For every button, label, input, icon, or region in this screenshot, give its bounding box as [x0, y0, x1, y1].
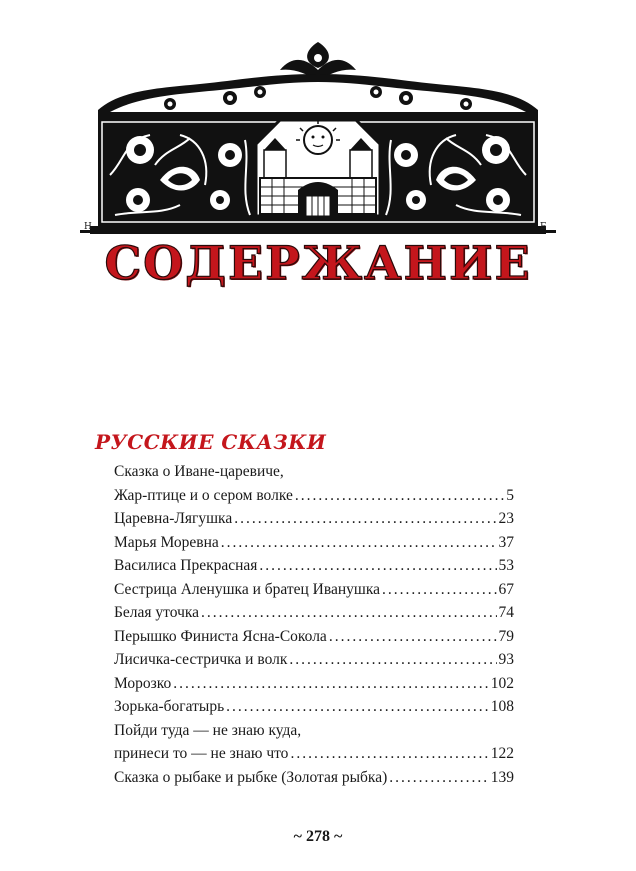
toc-entry[interactable]	[114, 531, 514, 555]
toc-leader-dots	[201, 601, 496, 625]
toc-entry[interactable]	[114, 648, 514, 672]
table-of-contents	[114, 460, 514, 789]
toc-entry[interactable]	[114, 625, 514, 649]
town-sun-medallion	[256, 120, 380, 216]
toc-entry-title: принеси то — не знаю что	[114, 745, 289, 762]
toc-entry-title: Сказка о рыбаке и рыбке (Золотая рыбка)	[114, 768, 388, 786]
toc-entry[interactable]	[114, 695, 514, 719]
toc-entry[interactable]	[114, 742, 514, 766]
toc-entry[interactable]	[114, 484, 514, 508]
toc-page-number: 79	[498, 627, 514, 645]
toc-entry[interactable]	[114, 554, 514, 578]
toc-entry-line[interactable]: Сказка о Иване-царевиче,	[114, 463, 284, 480]
toc-entry-title: Василиса Прекрасная	[114, 557, 258, 574]
toc-entry-title: Перышко Финиста Ясна-Сокола	[114, 627, 327, 645]
toc-page-number: 37	[498, 533, 514, 551]
toc-leader-dots	[290, 742, 488, 766]
toc-entry-title: Марья Моревна	[114, 533, 219, 551]
toc-entry-title: Зорька-богатырь	[114, 698, 225, 715]
toc-entry-title: Царевна-Лягушка	[114, 510, 233, 527]
toc-page-number: 122	[490, 745, 514, 762]
toc-page-number: 53	[498, 557, 514, 574]
toc-entry[interactable]	[114, 578, 514, 602]
page-number: ~ 278 ~	[293, 828, 343, 845]
toc-page-number: 74	[498, 604, 514, 621]
toc-leader-dots	[289, 648, 496, 672]
toc-leader-dots	[295, 484, 504, 508]
toc-entry-title: Жар-птице и о сером волке	[114, 486, 293, 504]
toc-leader-dots	[173, 672, 488, 696]
toc-entry[interactable]	[114, 507, 514, 531]
toc-page-number: 102	[490, 674, 514, 692]
toc-entry-line[interactable]: Пойди туда — не знаю куда,	[114, 721, 302, 739]
toc-entry-title: Морозко	[114, 674, 172, 692]
toc-entry[interactable]	[114, 766, 514, 790]
toc-page-number: 93	[498, 651, 514, 668]
toc-leader-dots	[226, 695, 489, 719]
toc-page-number: 108	[490, 698, 514, 715]
toc-page-number: 5	[506, 486, 514, 504]
toc-entry-title: Лисичка-сестричка и волк	[114, 651, 288, 668]
toc-page-number: 23	[498, 510, 514, 527]
monogram-right: Б	[540, 222, 547, 232]
toc-leader-dots	[382, 578, 496, 602]
monogram-left: Н	[84, 222, 92, 232]
toc-page-number: 67	[498, 580, 514, 598]
toc-entry[interactable]	[114, 672, 514, 696]
folk-ornament-frieze-icon	[80, 40, 556, 238]
toc-leader-dots	[259, 554, 496, 578]
toc-leader-dots	[329, 625, 497, 649]
toc-leader-dots	[221, 531, 497, 555]
toc-page-number: 139	[490, 768, 514, 786]
toc-entry-title: Белая уточка	[114, 604, 200, 621]
section-heading: РУССКИЕ СКАЗКИ	[95, 430, 327, 454]
toc-entry[interactable]	[114, 601, 514, 625]
toc-entry-title: Сестрица Аленушка и братец Иванушка	[114, 580, 381, 598]
page-title: СОДЕРЖАНИЕ	[104, 236, 532, 290]
toc-leader-dots	[234, 507, 496, 531]
toc-leader-dots	[389, 766, 489, 790]
